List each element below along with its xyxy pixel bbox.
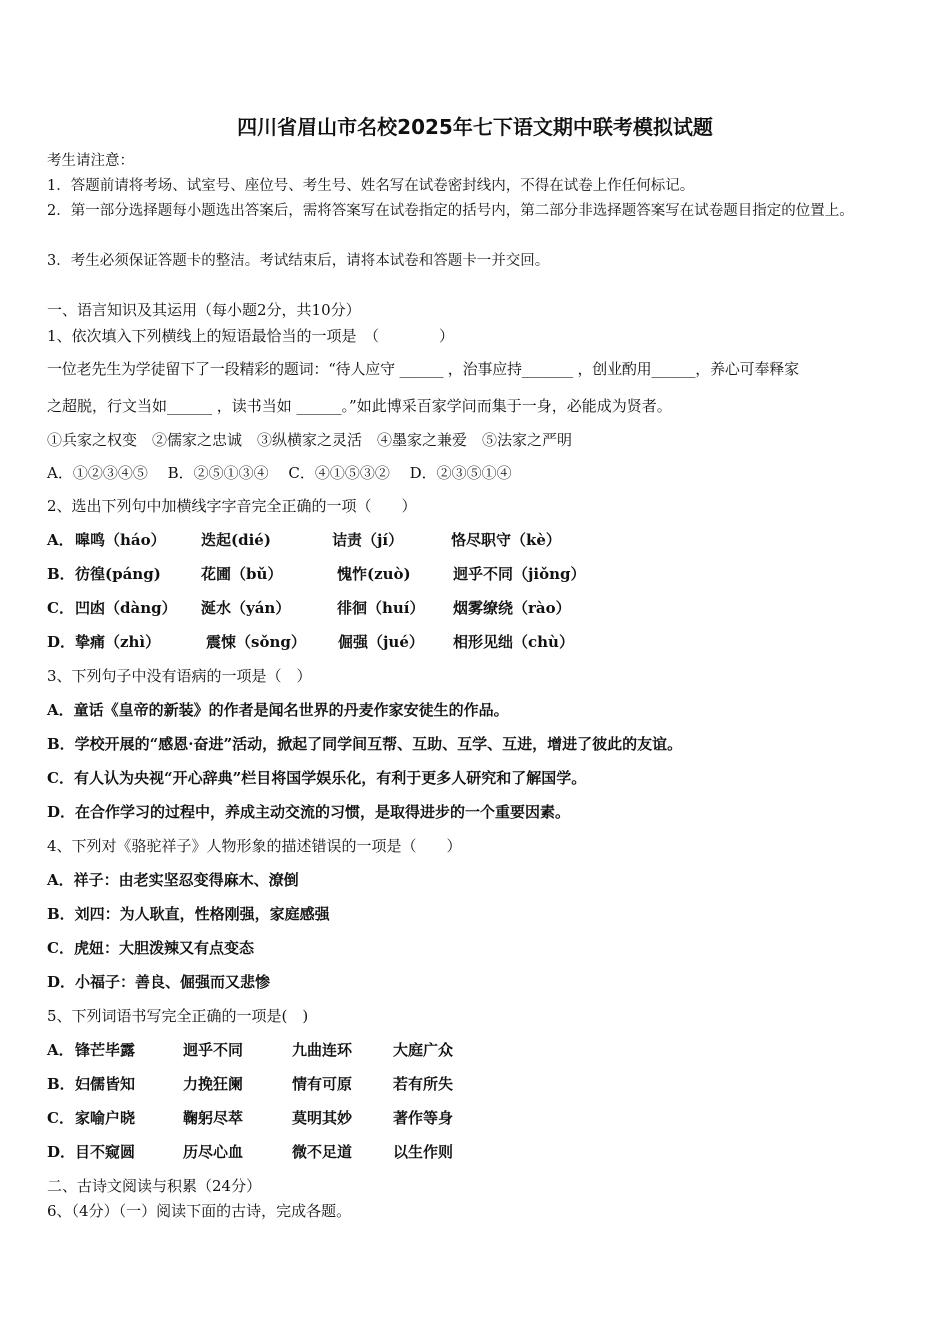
option-item: 家喻户晓 [75, 1109, 136, 1127]
option-item: 妇儒皆知 [75, 1075, 136, 1093]
option-item: 锋芒毕露 [75, 1041, 136, 1059]
q5-option-row [47, 1108, 453, 1128]
option-item: 倔强（jué） [338, 633, 424, 651]
notice-item-1: 1．答题前请将考场、试室号、座位号、考生号、姓名写在试卷密封线内，不得在试卷上作任何标记。 [47, 178, 695, 194]
q4-option-a: A．祥子：由老实坚忍变得麻木、潦倒 [47, 871, 299, 889]
page-title: 四川省眉山市名校2025年七下语文期中联考模拟试题 [237, 115, 713, 139]
option-item: 迭起(dié) [201, 531, 271, 549]
option-label: D． [47, 1143, 76, 1161]
q4-stem: 4、下列对《骆驼祥子》人物形象的描述错误的一项是（ ） [47, 837, 462, 855]
option-item: 以生作则 [393, 1143, 454, 1161]
option-item: 烟雾缭绕（rào） [453, 599, 571, 617]
q3-option-a: A．童话《皇帝的新装》的作者是闻名世界的丹麦作家安徒生的作品。 [47, 701, 509, 719]
q4-option-b: B．刘四：为人耿直，性格刚强，家庭感强 [47, 905, 330, 923]
q4-option-d: D．小福子：善良、倔强而又悲惨 [47, 973, 271, 991]
q2-option-row [47, 564, 586, 584]
q3-option-c: C．有人认为央视“开心辞典”栏目将国学娱乐化，有利于更多人研究和了解国学。 [47, 769, 587, 787]
option-item: 力挽狂阑 [183, 1075, 244, 1093]
option-item: 迥乎不同 [183, 1041, 244, 1059]
option-item: 诘责（jí） [332, 531, 404, 549]
q5-option-row [47, 1142, 453, 1162]
option-item: 莫明其妙 [292, 1109, 353, 1127]
q5-option-row [47, 1040, 453, 1060]
option-item: 鞠躬尽萃 [183, 1109, 244, 1127]
q5-stem: 5、下列词语书写完全正确的一项是( ) [47, 1007, 309, 1025]
q2-stem: 2、选出下列句中加横线字字音完全正确的一项（ ） [47, 497, 417, 515]
option-item: 目不窥圆 [75, 1143, 136, 1161]
option-label: A． [47, 1041, 74, 1059]
q5-option-row [47, 1074, 453, 1094]
option-item: 情有可原 [292, 1075, 353, 1093]
q4-option-c: C．虎妞：大胆泼辣又有点变态 [47, 939, 254, 957]
option-item: 震悚（sǒng） [206, 633, 306, 651]
option-item: 凹凼（dàng） [75, 599, 177, 617]
q3-option-d: D．在合作学习的过程中，养成主动交流的习惯，是取得进步的一个重要因素。 [47, 803, 571, 821]
option-item: 恪尽职守（kè） [451, 531, 561, 549]
notice-item-3: 3．考生必须保证答题卡的整洁。考试结束后，请将本试卷和答题卡一并交回。 [47, 253, 550, 269]
option-item: 涎水（yán） [201, 599, 291, 617]
option-label: D． [47, 633, 76, 651]
notice-heading: 考生请注意： [47, 153, 134, 169]
option-label: C． [47, 599, 74, 617]
option-item: 若有所失 [393, 1075, 454, 1093]
option-item: 愧怍(zuò) [337, 565, 411, 583]
q3-stem: 3、下列句子中没有语病的一项是（ ） [47, 667, 312, 685]
section1-heading: 一、语言知识及其运用（每小题2分，共10分） [47, 301, 361, 319]
option-item: 挚痛（zhì） [75, 633, 161, 651]
option-item: 相形见绌（chù） [453, 633, 574, 651]
q1-choices: ①兵家之权变 ②儒家之忠诚 ③纵横家之灵活 ④墨家之兼爱 ⑤法家之严明 [47, 431, 573, 449]
section2-heading: 二、古诗文阅读与积累（24分） [47, 1177, 262, 1195]
option-label: C． [47, 1109, 74, 1127]
option-item: 彷徨(páng) [75, 565, 161, 583]
option-label: A． [47, 531, 74, 549]
option-item: 徘徊（huí） [337, 599, 425, 617]
option-item: 微不足道 [292, 1143, 353, 1161]
option-item: 迥乎不同（jiǒng） [453, 565, 586, 583]
q1-stem: 1、依次填入下列横线上的短语最恰当的一项是 （ ） [47, 327, 455, 345]
q1-options: A．①②③④⑤ B．②⑤①③④ C．④①⑤③② D．②③⑤①④ [47, 464, 512, 482]
option-item: 嗥鸣（háo） [75, 531, 166, 549]
q3-option-b: B．学校开展的“感恩·奋进”活动，掀起了同学间互帮、互助、互学、互进，增进了彼此的友谊。 [47, 735, 683, 753]
q6-stem: 6、（4分）（一）阅读下面的古诗，完成各题。 [47, 1202, 352, 1220]
q2-option-row [47, 530, 561, 550]
option-item: 花圃（bǔ） [201, 565, 283, 583]
option-label: B． [47, 1075, 75, 1093]
notice-item-2: 2．第一部分选择题每小题选出答案后，需将答案写在试卷指定的括号内，第二部分非选择题答案写在试卷题目指定的位置上。 [47, 203, 854, 219]
q2-option-row [47, 632, 574, 652]
option-label: B． [47, 565, 75, 583]
q2-option-row [47, 598, 571, 618]
option-item: 大庭广众 [393, 1041, 454, 1059]
option-item: 著作等身 [393, 1109, 454, 1127]
option-item: 九曲连环 [292, 1041, 353, 1059]
option-item: 历尽心血 [183, 1143, 244, 1161]
q1-passage-line2: 之超脱，行文当如______ ，读书当如 ______。”如此博采百家学问而集于一身，必能成为贤者。 [47, 397, 672, 415]
q1-passage-line1: 一位老先生为学徒留下了一段精彩的题词：“待人应守 ______ ，治事应持_______ ，创业酌用______，养心可奉释家 [47, 360, 799, 378]
